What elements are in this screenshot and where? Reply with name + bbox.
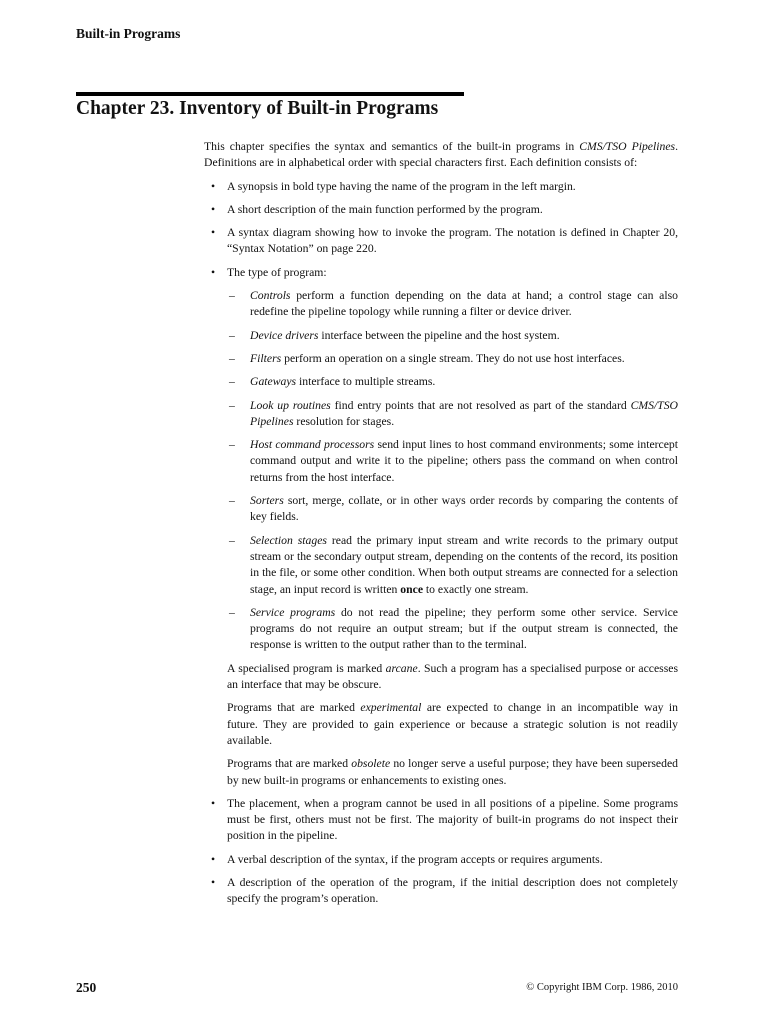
list-item: – Filters perform an operation on a single stream. They do not use host interfaces. xyxy=(227,351,678,367)
bullet-marker: • xyxy=(211,852,216,866)
list-item: – Device drivers interface between the pipeline and the host system. xyxy=(227,328,678,344)
bullet-marker: • xyxy=(211,226,216,240)
dash-marker: – xyxy=(229,398,235,412)
list-item: – Look up routines find entry points that are not resolved as part of the standard CMS/TSO Pipelines resolution for stages. xyxy=(229,398,678,428)
definition-parts-list xyxy=(204,179,678,908)
running-header: Built-in Programs xyxy=(76,26,181,41)
copyright-notice: © Copyright IBM Corp. 1986, 2010 xyxy=(526,982,678,993)
product-name: CMS/TSO Pipelines xyxy=(579,140,676,153)
dash-marker: – xyxy=(229,375,235,389)
list-item: • A description of the operation of the program, if the initial description does not completely specify the program’s operation. xyxy=(211,875,678,906)
list-item: • A synopsis in bold type having the name of the program in the left margin. xyxy=(204,179,678,195)
chapter-title: Chapter 23. Inventory of Built-in Programs xyxy=(76,98,439,119)
body-text xyxy=(204,139,678,915)
bullet-marker: • xyxy=(211,265,216,279)
list-item: – Controls perform a function depending on the data at hand; a control stage can also redefine the pipeline topology while running a filter or device driver. xyxy=(229,289,678,319)
list-item: – Gateways interface to multiple streams. xyxy=(227,374,678,390)
page-number: 250 xyxy=(76,980,97,995)
list-item: – Service programs do not read the pipeline; they perform some other service. Service programs do not require an output stream; but if the output stream is connected, the response is written to the output rather than to the terminal. xyxy=(229,605,678,652)
list-item: – Host command processors send input lines to host command environments; some intercept command output and write it to the pipeline; others pass the command on when control returns from the host interface. xyxy=(229,438,678,484)
experimental-note: Programs that are marked experimental are expected to change in an incompatible way in future. They are provided to gain experience or because a strategic solution is not readily available. xyxy=(227,701,679,747)
dash-marker: – xyxy=(229,605,235,619)
list-item: – Selection stages read the primary input stream and write records to the primary output stream or the secondary output stream, depending on the contents of the record, its position in the file, or some other condition. When both output streams are connected for a selection stage, an input record is written once to exactly one stream. xyxy=(229,533,678,596)
intro-paragraph: This chapter specifies the syntax and semantics of the built-in programs in CMS/TSO Pipelines. Definitions are in alphabetical order with special characters first. Each definition consists of: xyxy=(204,140,678,170)
arcane-note: A specialised program is marked arcane. Such a program has a specialised purpose or accesses an interface that may be obscure. xyxy=(227,661,678,692)
dash-marker: – xyxy=(229,533,235,547)
obsolete-note: Programs that are marked obsolete no longer serve a useful purpose; they have been superseded by new built-in programs or enhancements to existing ones. xyxy=(227,757,678,787)
bullet-marker: • xyxy=(211,179,216,193)
dash-marker: – xyxy=(229,494,235,508)
list-item: • The placement, when a program cannot be used in all positions of a pipeline. Some programs must be first, others must not be first. The majority of built-in programs do not inspect their position in the pipeline. xyxy=(211,796,678,843)
bullet-marker: • xyxy=(211,875,216,889)
list-item: – Sorters sort, merge, collate, or in other ways order records by comparing the contents of key fields. xyxy=(229,494,678,524)
list-item: • A syntax diagram showing how to invoke the program. The notation is defined in Chapter 20, “Syntax Notation” on page 220. xyxy=(211,226,678,256)
dash-marker: – xyxy=(229,351,235,365)
list-item: • A short description of the main function performed by the program. xyxy=(204,202,678,218)
bullet-marker: • xyxy=(211,796,216,810)
program-types-list xyxy=(227,288,678,654)
dash-marker: – xyxy=(229,289,235,303)
list-item: • The type of program: – Controls perform a function depending on the data at hand; a control stage can also redefine the pipeline topology while running a filter or device driver. – Device drivers interface between the pipeline and the host system. – Filters perform an operation on a single stream. They do not use host interfaces. – Gateways interface to multiple streams. – Look up routines find entry points that are not resolved as part of the standard CMS/TSO Pipelines resolution for stages. – Host command processors send input lines to host command environments; some intercept command output and write it to the pipeline; others pass the command on when control returns from the host interface. – Sorters sort, merge, collate, or in other ways order records by comparing the contents of key fields. – Selection stages read the primary input stream and write records to the primary output stream or the secondary output stream, depending on the contents of the record, its position in the file, or some other condition. When both output streams are connected for a selection stage, an input record is written once to exactly one stream. – Service programs do not read the pipeline; they perform some other service. Service programs do not require an output stream; but if the output stream is connected, the response is written to the output rather than to the terminal. A specialised program is marked arcane. Such a program has a specialised purpose or accesses an interface that may be obscure. Programs that are marked experimental are expected to change in an incompatible way in future. They are provided to gain experience or because a strategic solution is not readily available. Programs that are marked obsolete no longer serve a useful purpose; they have been superseded by new built-in programs or enhancements to existing ones. xyxy=(204,265,678,789)
dash-marker: – xyxy=(229,438,235,452)
program-markings xyxy=(227,661,678,789)
dash-marker: – xyxy=(229,328,235,342)
chapter-rule xyxy=(76,92,464,96)
bullet-marker: • xyxy=(211,202,216,216)
list-item: • A verbal description of the syntax, if the program accepts or requires arguments. xyxy=(204,852,678,868)
